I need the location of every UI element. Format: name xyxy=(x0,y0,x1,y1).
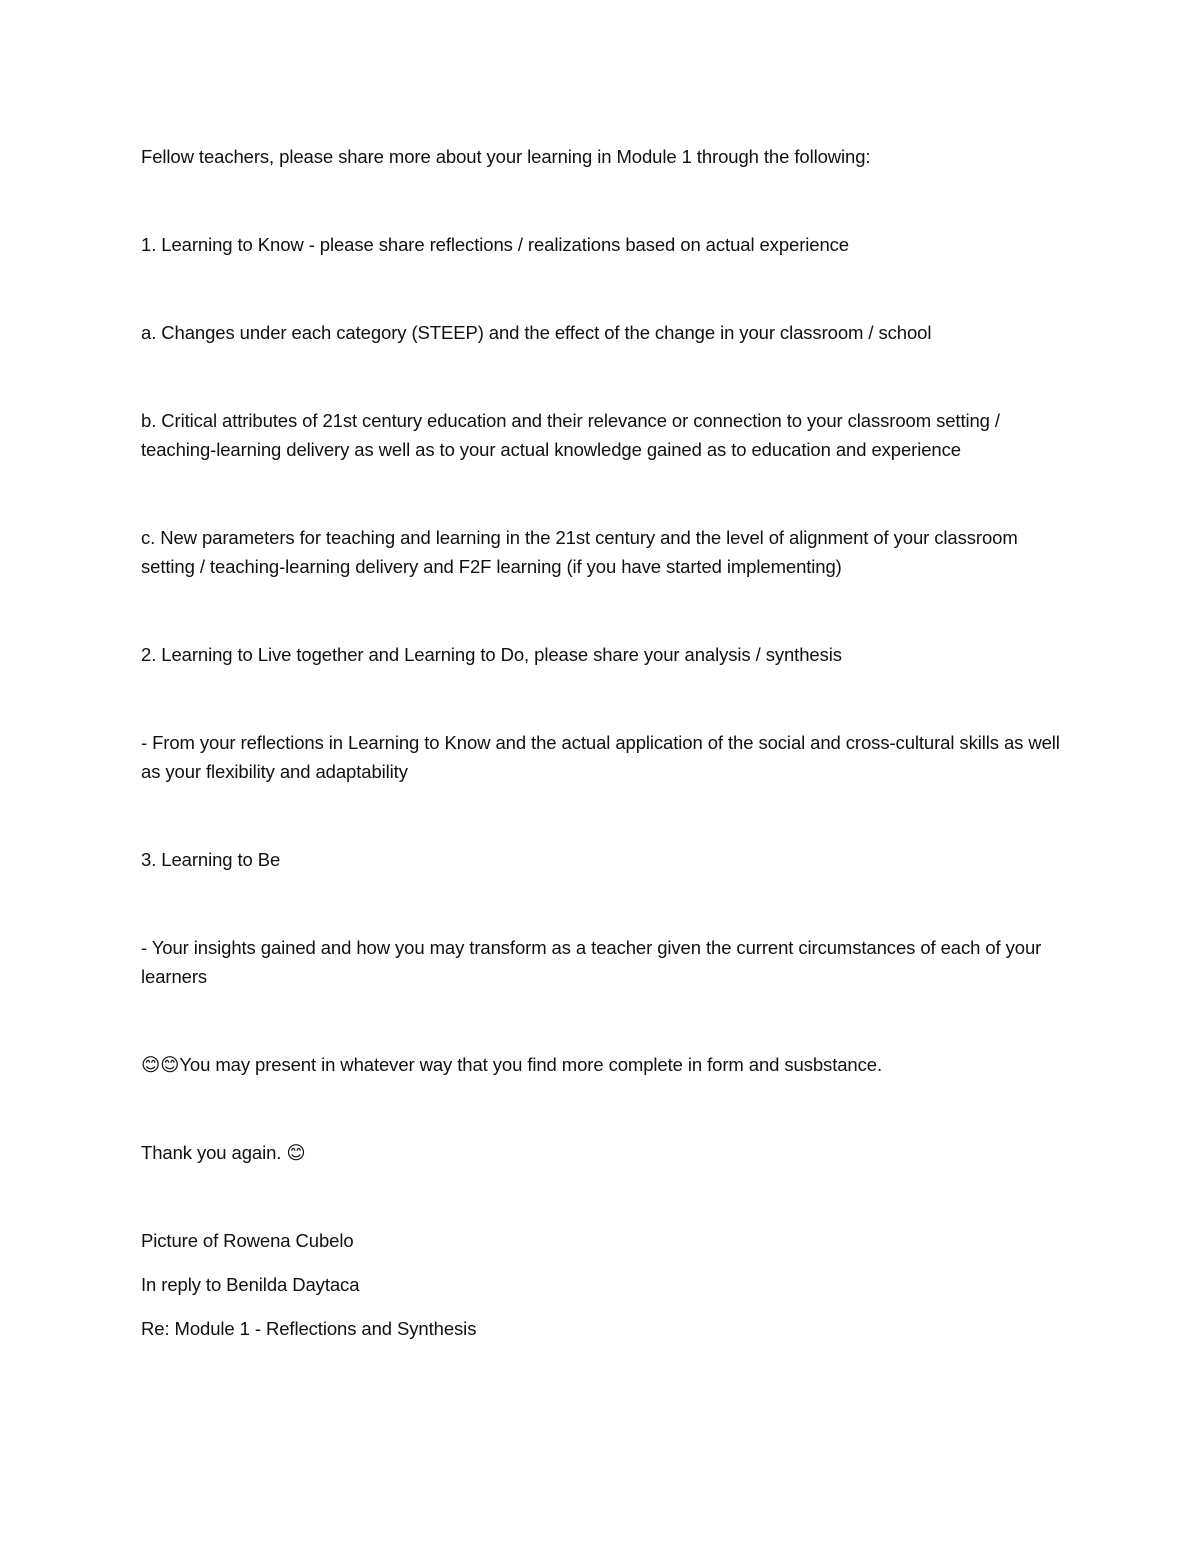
intro-paragraph: Fellow teachers, please share more about your learning in Module 1 through the following: xyxy=(141,146,871,167)
presentation-note: 😊😊You may present in whatever way that you find more complete in form and susbstance. xyxy=(141,1054,882,1075)
document-body xyxy=(141,142,1061,1343)
learning-to-know-item: 1. Learning to Know - please share reflections / realizations based on actual experience xyxy=(141,234,849,255)
learning-to-live-together-detail: - From your reflections in Learning to Know and the actual application of the social and cross-cultural skills as well as your flexibility and adaptability xyxy=(141,732,1060,782)
new-parameters-item: c. New parameters for teaching and learning in the 21st century and the level of alignment of your classroom setting / teaching-learning delivery and F2F learning (if you have started implementing) xyxy=(141,527,1018,577)
steep-changes-item: a. Changes under each category (STEEP) and the effect of the change in your classroom / school xyxy=(141,322,932,343)
critical-attributes-item: b. Critical attributes of 21st century education and their relevance or connection to your classroom setting / teaching-learning delivery as well as to your actual knowledge gained as to education and experience xyxy=(141,410,1000,460)
learning-to-be-item: 3. Learning to Be xyxy=(141,849,281,870)
reply-to-line: In reply to Benilda Daytaca xyxy=(141,1274,360,1295)
subject-line: Re: Module 1 - Reflections and Synthesis xyxy=(141,1318,477,1339)
learning-to-live-together-item: 2. Learning to Live together and Learning to Do, please share your analysis / synthesis xyxy=(141,644,842,665)
thank-you-line: Thank you again. 😊 xyxy=(141,1142,306,1163)
picture-caption: Picture of Rowena Cubelo xyxy=(141,1230,354,1251)
learning-to-be-detail: - Your insights gained and how you may transform as a teacher given the current circumstances of each of your learners xyxy=(141,937,1042,987)
